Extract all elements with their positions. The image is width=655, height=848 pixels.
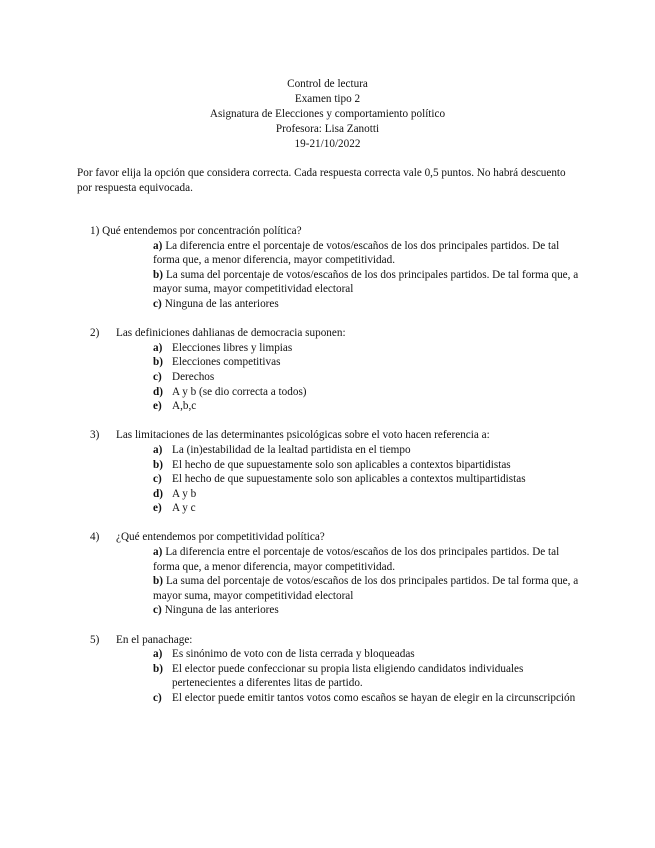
question-2 [0, 326, 655, 414]
question-text: Las definiciones dahlianas de democracia suponen: [116, 327, 346, 340]
option-b [153, 355, 583, 370]
option-text: La (in)estabilidad de la lealtad partidista en el tiempo [172, 443, 411, 456]
question-5 [0, 633, 655, 706]
option-c [153, 297, 583, 312]
option-text: A,b,c [172, 400, 197, 413]
option-text: Es sinónimo de voto con de lista cerrada y bloqueadas [172, 648, 415, 661]
option-b [153, 662, 583, 691]
option-letter: b) [153, 575, 163, 588]
option-text: Elecciones libres y limpias [172, 341, 293, 354]
option-letter: c) [153, 473, 162, 486]
header-title: Control de lectura [287, 78, 368, 90]
option-list [153, 239, 583, 312]
option-letter: d) [153, 487, 163, 500]
option-letter: b) [153, 356, 163, 369]
option-list [153, 341, 583, 414]
question-number: 4) [90, 531, 100, 544]
option-letter: e) [153, 400, 162, 413]
option-e [153, 501, 583, 516]
question-title [0, 428, 655, 443]
option-a [153, 647, 583, 662]
question-text: Las limitaciones de las determinantes psicológicas sobre el voto hacen referencia a: [116, 429, 490, 442]
instructions: Por favor elija la opción que considera correcta. Cada respuesta correcta vale 0,5 puntos. No habrá descuento por respuesta equivocada. [77, 167, 566, 194]
option-text: Ninguna de las anteriores [164, 604, 279, 617]
option-a [153, 341, 583, 356]
option-c [153, 472, 583, 487]
option-text: La suma del porcentaje de votos/escaños de los dos principales partidos. De tal forma que, a mayor suma, mayor competitividad electoral [153, 268, 579, 296]
option-a [153, 545, 583, 574]
question-number: 5) [90, 633, 100, 646]
header-subject: Asignatura de Elecciones y comportamiento político [209, 108, 446, 120]
option-text: El elector puede confeccionar su propia lista eligiendo candidatos individuales pertenecientes a diferentes litas de partido. [172, 662, 524, 690]
option-letter: c) [153, 297, 162, 310]
option-d [153, 385, 583, 400]
option-c [153, 691, 583, 706]
option-letter: a) [153, 443, 163, 456]
option-list [153, 647, 583, 705]
question-number: 3) [90, 429, 100, 442]
option-b [153, 268, 583, 297]
option-letter: e) [153, 502, 162, 515]
option-letter: d) [153, 385, 163, 398]
option-text: Elecciones competitivas [172, 356, 281, 369]
exam-header [0, 77, 655, 152]
question-title: 1) Qué entendemos por concentración política? [90, 225, 302, 237]
question-title [0, 326, 655, 341]
question-text: ¿Qué entendemos por competitividad política? [116, 531, 325, 544]
option-c [153, 370, 583, 385]
question-3 [0, 428, 655, 516]
option-text: El hecho de que supuestamente solo son aplicables a contextos bipartidistas [172, 458, 511, 471]
option-c [153, 603, 583, 618]
option-list [153, 545, 583, 618]
option-e [153, 399, 583, 414]
question-4 [0, 530, 655, 618]
option-letter: a) [153, 341, 163, 354]
option-letter: a) [153, 239, 163, 252]
option-letter: b) [153, 662, 163, 675]
question-title [0, 530, 655, 545]
option-text: El hecho de que supuestamente solo son aplicables a contextos multipartidistas [172, 473, 526, 486]
option-d [153, 487, 583, 502]
question-text: En el panachage: [116, 633, 193, 646]
option-text: A y b [172, 487, 197, 500]
option-list [153, 443, 583, 516]
option-text: Ninguna de las anteriores [164, 297, 279, 310]
header-exam-type: Examen tipo 2 [294, 93, 361, 105]
header-professor: Profesora: Lisa Zanotti [275, 123, 380, 135]
option-text: El elector puede emitir tantos votos como escaños se hayan de elegir en la circunscripción [172, 692, 576, 704]
option-text: La diferencia entre el porcentaje de votos/escaños de los dos principales partidos. De tal forma que, a menor diferencia, mayor competitividad. [153, 546, 560, 573]
option-b [153, 458, 583, 473]
option-letter: b) [153, 268, 163, 281]
option-a [153, 239, 583, 268]
option-letter: a) [153, 648, 163, 661]
option-letter: c) [153, 692, 162, 704]
option-text: A y c [172, 502, 196, 515]
option-letter: c) [153, 604, 162, 617]
question-number: 2) [90, 327, 100, 340]
option-a [153, 443, 583, 458]
option-text: La suma del porcentaje de votos/escaños de los dos principales partidos. De tal forma que, a mayor suma, mayor competitividad electoral [153, 575, 579, 602]
header-date: 19-21/10/2022 [294, 138, 361, 150]
option-letter: c) [153, 370, 162, 383]
question-title [0, 633, 655, 648]
option-text: Derechos [172, 370, 215, 383]
option-letter: a) [153, 546, 163, 559]
option-text: La diferencia entre el porcentaje de votos/escaños de los dos principales partidos. De tal forma que, a menor diferencia, mayor competitividad. [153, 239, 560, 267]
option-b [153, 574, 583, 603]
option-letter: b) [153, 458, 163, 471]
question-1 [0, 224, 655, 312]
option-text: A y b (se dio correcta a todos) [172, 385, 307, 398]
question-list [0, 224, 655, 706]
